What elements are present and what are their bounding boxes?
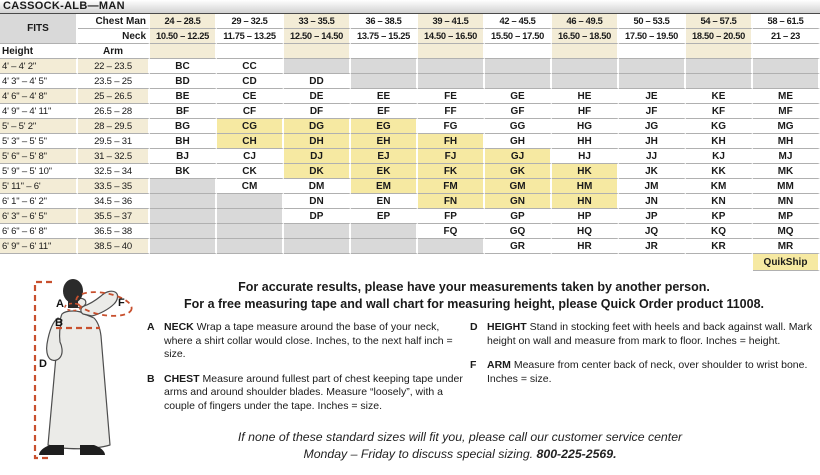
size-code-cell: GJ [485,149,552,164]
size-code-cell: GK [485,164,552,179]
size-code-cell: HQ [552,224,619,239]
size-code-cell: BG [150,119,217,134]
size-code-cell: BE [150,89,217,104]
size-code-cell: FF [418,104,485,119]
empty-cell [552,59,619,74]
height-range: 6' 9" – 6' 11" [0,239,78,254]
size-code-cell: CC [217,59,284,74]
size-code-cell: DP [284,209,351,224]
spacer-cell [217,254,284,271]
size-code-cell: DN [284,194,351,209]
definition-letter: F [470,359,477,371]
definition-item [147,321,469,362]
chest-range-header: 58 – 61.5 [753,14,820,29]
neck-range-header: 12.50 – 14.50 [284,29,351,44]
chest-range-header: 42 – 45.5 [485,14,552,29]
size-code-cell: DG [284,119,351,134]
size-code-cell: CJ [217,149,284,164]
arm-range: 29.5 – 31 [78,134,150,149]
size-code-cell: FQ [418,224,485,239]
size-code-cell: GN [485,194,552,209]
spacer-cell [150,44,217,59]
chest-range-header: 50 – 53.5 [619,14,686,29]
arm-range: 35.5 – 37 [78,209,150,224]
size-code-cell: FN [418,194,485,209]
spacer-cell [619,44,686,59]
chest-range-header: 39 – 41.5 [418,14,485,29]
figure-label-a: A [56,298,64,310]
title-bar [0,0,820,14]
size-code-cell: CK [217,164,284,179]
size-code-cell: MG [753,119,820,134]
size-code-cell: DD [284,74,351,89]
size-code-cell: BK [150,164,217,179]
empty-cell [150,239,217,254]
footer-line-2: Monday – Friday to discuss special sizing. 800-225-2569. [303,447,617,461]
empty-cell [150,209,217,224]
size-code-cell: DJ [284,149,351,164]
definition-text: NECK Wrap a tape measure around the base of your neck, where a shirt collar would close. Inches, to the next half inch = size. [164,321,453,360]
spacer-cell [686,44,753,59]
height-range: 5' 3" – 5' 5" [0,134,78,149]
neck-range-header: 15.50 – 17.50 [485,29,552,44]
size-code-cell: KQ [686,224,753,239]
size-code-cell: JP [619,209,686,224]
definition-term: NECK [164,321,197,333]
size-code-cell: MJ [753,149,820,164]
spacer-cell [485,44,552,59]
arm-range: 33.5 – 35 [78,179,150,194]
arm-range: 32.5 – 34 [78,164,150,179]
size-code-cell: HR [552,239,619,254]
note-line-2: For a free measuring tape and wall chart for measuring height, please Quick Order product 11008. [183,296,765,311]
empty-cell [217,224,284,239]
empty-cell [619,59,686,74]
size-code-cell: JN [619,194,686,209]
footer-line-1: If none of these standard sizes will fit you, please call our customer service center [237,430,683,444]
empty-cell [619,74,686,89]
size-code-cell: BD [150,74,217,89]
spacer-cell [418,44,485,59]
size-code-cell: HM [552,179,619,194]
size-code-cell: MK [753,164,820,179]
height-range: 4' 6" – 4' 8" [0,89,78,104]
size-code-cell: BH [150,134,217,149]
size-code-cell: ME [753,89,820,104]
special-sizing-note [110,429,810,463]
size-code-cell: JJ [619,149,686,164]
empty-cell [284,59,351,74]
definition-item [470,321,818,348]
size-code-cell: MM [753,179,820,194]
size-code-cell: FH [418,134,485,149]
size-chart-table [0,14,820,271]
spacer-cell [150,254,217,271]
arm-range: 26.5 – 28 [78,104,150,119]
spacer-cell [217,44,284,59]
arm-range: 23.5 – 25 [78,74,150,89]
arm-range: 34.5 – 36 [78,194,150,209]
size-code-cell: GP [485,209,552,224]
size-code-cell: CM [217,179,284,194]
spacer-cell [78,254,150,271]
size-code-cell: EF [351,104,418,119]
spacer-cell [351,254,418,271]
size-code-cell: EH [351,134,418,149]
height-range: 6' 3" – 6' 5" [0,209,78,224]
empty-cell [150,224,217,239]
size-code-cell: DM [284,179,351,194]
definition-item [147,373,469,414]
chest-range-header: 36 – 38.5 [351,14,418,29]
size-code-cell: HG [552,119,619,134]
size-code-cell: KR [686,239,753,254]
neck-range-header: 14.50 – 16.50 [418,29,485,44]
arm-range: 28 – 29.5 [78,119,150,134]
spacer-cell [351,44,418,59]
size-code-cell: EK [351,164,418,179]
definition-term: HEIGHT [487,321,530,333]
note-line-1: For accurate results, please have your measurements taken by another person. [238,280,710,294]
size-code-cell: EP [351,209,418,224]
size-code-cell: FJ [418,149,485,164]
chest-range-header: 54 – 57.5 [686,14,753,29]
height-range: 4' 9" – 4' 11" [0,104,78,119]
page-title: CASSOCK-ALB—MAN [3,0,125,12]
definition-text: ARM Measure from center back of neck, over shoulder to wrist bone. Inches = size. [487,359,808,385]
empty-cell [150,194,217,209]
spacer-cell [552,44,619,59]
size-code-cell: DK [284,164,351,179]
empty-cell [217,209,284,224]
left-shoe [39,445,64,455]
size-code-cell: FP [418,209,485,224]
empty-cell [418,74,485,89]
size-code-cell: JQ [619,224,686,239]
spacer-cell [0,254,78,271]
size-code-cell: JF [619,104,686,119]
size-code-cell: DF [284,104,351,119]
spacer-cell [552,254,619,271]
size-code-cell: KF [686,104,753,119]
size-code-cell: GF [485,104,552,119]
size-code-cell: JG [619,119,686,134]
empty-cell [686,74,753,89]
head [63,279,83,303]
size-code-cell: HP [552,209,619,224]
size-code-cell: HE [552,89,619,104]
empty-cell [418,239,485,254]
spacer-cell [619,254,686,271]
size-code-cell: MP [753,209,820,224]
spacer-cell [753,44,820,59]
size-code-cell: KG [686,119,753,134]
height-column-label: Height [0,44,78,59]
neck-range-header: 18.50 – 20.50 [686,29,753,44]
size-code-cell: MQ [753,224,820,239]
size-code-cell: MN [753,194,820,209]
empty-cell [351,224,418,239]
size-code-cell: FK [418,164,485,179]
empty-cell [485,59,552,74]
neck-row-label: Neck [78,29,150,44]
definition-text: CHEST Measure around fullest part of chest keeping tape under arms and around shoulder blades. Measure “loosely”, with a couple of fingers under the tape. Inches = size. [164,372,463,412]
empty-cell [351,59,418,74]
neck-range-header: 10.50 – 12.25 [150,29,217,44]
height-range: 4' – 4' 2" [0,59,78,74]
size-code-cell: GE [485,89,552,104]
size-code-cell: GQ [485,224,552,239]
phone-number: 800-225-2569. [536,447,617,461]
definition-letter: A [147,321,155,333]
size-code-cell: GH [485,134,552,149]
size-code-cell: KE [686,89,753,104]
size-code-cell: MR [753,239,820,254]
size-code-cell: KM [686,179,753,194]
size-code-cell: CD [217,74,284,89]
size-code-cell: CF [217,104,284,119]
arm-range: 25 – 26.5 [78,89,150,104]
empty-cell [753,74,820,89]
empty-cell [284,224,351,239]
size-code-cell: CH [217,134,284,149]
figure-label-f: F [118,297,125,309]
size-code-cell: HN [552,194,619,209]
size-code-cell: HJ [552,149,619,164]
figure-label-d: D [39,358,47,370]
size-code-cell: JE [619,89,686,104]
empty-cell [351,74,418,89]
size-code-cell: EN [351,194,418,209]
size-code-cell: FM [418,179,485,194]
size-code-cell: JH [619,134,686,149]
size-code-cell: GR [485,239,552,254]
neck-range-header: 11.75 – 13.25 [217,29,284,44]
empty-cell [686,59,753,74]
definition-term: CHEST [164,372,203,385]
definition-term: ARM [487,359,514,371]
size-code-cell: JK [619,164,686,179]
size-code-cell: HH [552,134,619,149]
definition-item [470,359,818,386]
spacer-cell [485,254,552,271]
size-code-cell: MF [753,104,820,119]
size-code-cell: GG [485,119,552,134]
neck-range-header: 17.50 – 19.50 [619,29,686,44]
neck-range-header: 16.50 – 18.50 [552,29,619,44]
size-code-cell: FG [418,119,485,134]
arm-range: 22 – 23.5 [78,59,150,74]
size-code-cell: KK [686,164,753,179]
height-range: 4' 3" – 4' 5" [0,74,78,89]
definition-letter: D [470,321,478,333]
arm-range: 36.5 – 38 [78,224,150,239]
measurement-notes [130,279,818,312]
figure-label-b: B [55,317,63,329]
size-code-cell: JR [619,239,686,254]
height-range: 5' 11" – 6' [0,179,78,194]
size-code-cell: GM [485,179,552,194]
height-range: 6' 1" – 6' 2" [0,194,78,209]
spacer-cell [284,44,351,59]
empty-cell [485,74,552,89]
size-code-cell: DE [284,89,351,104]
spacer-cell [418,254,485,271]
height-range: 5' 9" – 5' 10" [0,164,78,179]
size-code-cell: EJ [351,149,418,164]
empty-cell [351,239,418,254]
empty-cell [284,239,351,254]
size-code-cell: JM [619,179,686,194]
size-code-cell: EE [351,89,418,104]
empty-cell [217,194,284,209]
chest-range-header: 29 – 32.5 [217,14,284,29]
size-code-cell: KJ [686,149,753,164]
quikship-badge: QuikShip [753,254,820,271]
size-code-cell: MH [753,134,820,149]
size-code-cell: KN [686,194,753,209]
definitions-right-column [470,321,818,397]
height-range: 5' – 5' 2" [0,119,78,134]
arm-range: 38.5 – 40 [78,239,150,254]
definition-letter: B [147,372,155,385]
height-range: 6' 6" – 6' 8" [0,224,78,239]
chest-range-header: 33 – 35.5 [284,14,351,29]
size-code-cell: EM [351,179,418,194]
arm-range: 31 – 32.5 [78,149,150,164]
size-code-cell: FE [418,89,485,104]
neck-range-header: 21 – 23 [753,29,820,44]
chest-range-header: 24 – 28.5 [150,14,217,29]
empty-cell [418,59,485,74]
chest-range-header: 46 – 49.5 [552,14,619,29]
chest-row-label: Chest Man [78,14,150,29]
size-code-cell: BF [150,104,217,119]
spacer-cell [686,254,753,271]
empty-cell [150,179,217,194]
arm-column-label: Arm [78,44,150,59]
spacer-cell [284,254,351,271]
empty-cell [552,74,619,89]
empty-cell [217,239,284,254]
size-code-cell: BJ [150,149,217,164]
size-code-cell: CE [217,89,284,104]
height-range: 5' 6" – 5' 8" [0,149,78,164]
size-code-cell: DH [284,134,351,149]
size-code-cell: HK [552,164,619,179]
size-code-cell: EG [351,119,418,134]
size-code-cell: CG [217,119,284,134]
size-code-cell: KP [686,209,753,224]
definition-text: HEIGHT Stand in stocking feet with heels and back against wall. Mark height on wall and measure from mark to floor. Inches = height. [487,321,813,347]
size-code-cell: KH [686,134,753,149]
definitions-left-column [147,321,469,424]
empty-cell [753,59,820,74]
size-code-cell: HF [552,104,619,119]
size-code-cell: BC [150,59,217,74]
fits-header: FITS [0,14,78,44]
neck-range-header: 13.75 – 15.25 [351,29,418,44]
